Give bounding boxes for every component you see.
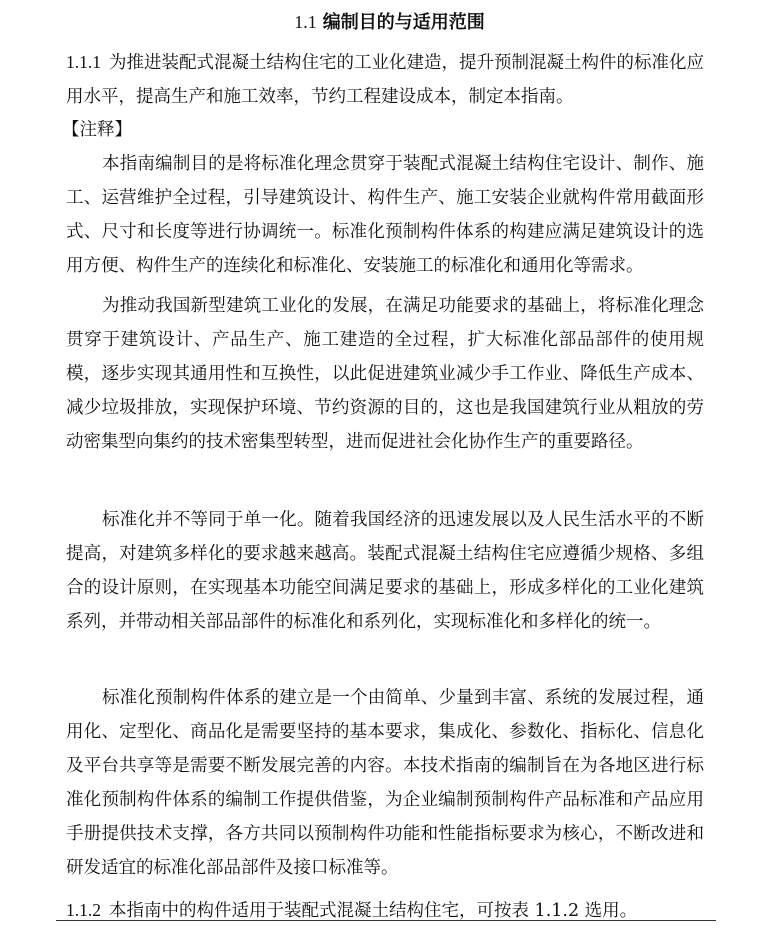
clause-number: 1.1.1 [66, 52, 101, 72]
page-bottom-rule [56, 920, 716, 921]
clause-number: 1.1.2 [66, 900, 101, 920]
clause-1-1-2 [66, 893, 704, 928]
clause-text: 本指南中的构件适用于装配式混凝土结构住宅，可按表 1.1.2 选用。 [109, 901, 638, 921]
clause-text: 为推进装配式混凝土结构住宅的工业化建造，提升预制混凝土构件的标准化应用水平，提高生产和施工效率，节约工程建设成本，制定本指南。 [66, 53, 704, 107]
clause-1-1-1 [66, 45, 704, 114]
note-paragraph-4: 标准化预制构件体系的建立是一个由简单、少量到丰富、系统的发展过程，通用化、定型化、商品化是需要坚持的基本要求，集成化、参数化、指标化、信息化及平台共享等是需要不断发展完善的内容。本技术指南的编制旨在为各地区进行标准化预制构件体系的编制工作提供借鉴，为企业编制预制构件产品标准和产品应用手册提供技术支撑，各方共同以预制构件功能和性能指标要求为核心，不断改进和研发适宜的标准化部品部件及接口标准等。 [66, 688, 704, 878]
section-title-text: 编制目的与适用范围 [322, 12, 485, 33]
section-number: 1.1 [294, 12, 317, 32]
note-paragraph-2: 为推动我国新型建筑工业化的发展，在满足功能要求的基础上，将标准化理念贯穿于建筑设计、产品生产、施工建造的全过程，扩大标准化部品部件的使用规模，逐步实现其通用性和互换性，以此促进建筑业减少手工作业、降低生产成本、减少垃圾排放，实现保护环境、节约资源的目的，这也是我国建筑行业从粗放的劳动密集型向集约的技术密集型转型，进而促进社会化协作生产的重要路径。 [66, 296, 704, 452]
note-paragraph-1: 本指南编制目的是将标准化理念贯穿于装配式混凝土结构住宅设计、制作、施工、运营维护全过程，引导建筑设计、构件生产、施工安装企业就构件常用截面形式、尺寸和长度等进行协调统一。标准化预制构件体系的构建应满足建筑设计的选用方便、构件生产的连续化和标准化、安装施工的标准化和通用化等需求。 [66, 154, 704, 276]
section-title [0, 8, 779, 34]
note-paragraph-3: 标准化并不等同于单一化。随着我国经济的迅速发展以及人民生活水平的不断提高，对建筑多样化的要求越来越高。装配式混凝土结构住宅应遵循少规格、多组合的设计原则，在实现基本功能空间满足要求的基础上，形成多样化的工业化建筑系列，并带动相关部品部件的标准化和系列化，实现标准化和多样化的统一。 [66, 510, 704, 632]
note-heading: 【注释】 [62, 120, 132, 140]
